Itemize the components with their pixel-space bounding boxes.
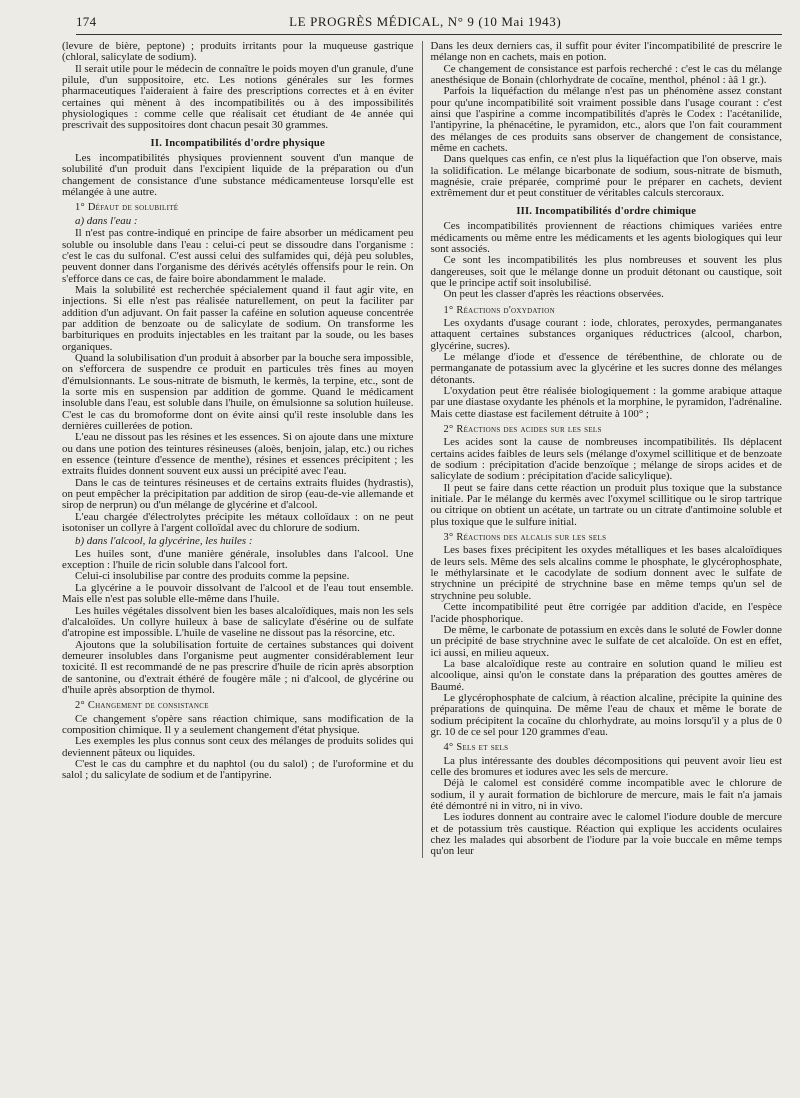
paragraph: Déjà le calomel est considéré comme incompatible avec le chlorure de sodium, il y aurait formation de bichlorure de mercure, mais le fait n'a jamais été démontré ni in vitro, ni in vivo. [430,777,782,812]
subsection-heading: 1° Défaut de solubilité [75,202,179,214]
right-column [422,41,783,858]
section-heading: III. Incompatibilités d'ordre chimique [516,205,697,217]
paragraph: Parfois la liquéfaction du mélange n'est pas un phénomène assez constant pour qu'une incompatibilité soit vraiment possible dans l'usage courant : c'est ainsi que l'aspirine a comme incompatibilités d'après le Codex : l'acétanilide, l'antipyrine, la phénacétine, le pyramidon, etc., alors que l'on fait couramment des mélanges de ces produits sans observer de changement de consistance, même en cachets. [430,85,782,155]
paragraph: Ajoutons que la solubilisation fortuite de certaines substances qui doivent demeurer insolubles dans l'organisme peut augmenter considérablement leur toxicité. Il est recommandé de ne pas prescrire d'huile de ricin après absorption de santonine, ou d'extrait éthéré de fougère mâle ; ni d'alcool, de glycérine ou d'huile après absorption de thymol. [62,638,414,696]
subsection-heading: 2° Réactions des acides sur les sels [443,424,602,435]
paragraph: Les incompatibilités physiques proviennent souvent d'un manque de solubilité d'un produit dans l'excipient liquide de la préparation ou d'un changement de consistance d'une substance médicamenteuse lorsqu'elle est mélangée à une autre. [62,152,414,199]
paragraph: Il serait utile pour le médecin de connaître le poids moyen d'un granule, d'une pilule, d'un suppositoire, etc. Les notions générales sur les formes pharmaceutiques l'aideraient à faire des prescriptions correctes et à en éviter certaines qui mènent à des incompatibilités ou à des impossibilités physiologiques : comme celle que réalisait cet étudiant de 4e année qui prescrivait des suppositoires dont chacun pesait 30 grammes. [62,62,414,132]
paragraph: Cette incompatibilité peut être corrigée par addition d'acide, en l'espèce l'acide phosphorique. [430,601,782,625]
journal-title: LE PROGRÈS MÉDICAL, N° 9 (10 Mai 1943) [289,14,562,29]
paragraph: Ce changement de consistance est parfois recherché : c'est le cas du mélange anesthésique de Bonain (chlorhydrate de cocaïne, menthol, phénol : àâ 1 gr.). [430,62,782,87]
paragraph: Les huiles sont, d'une manière générale, insolubles dans l'alcool. Une exception : l'huile de ricin soluble dans l'alcool fort. [62,547,414,572]
sub-subsection-heading: a) dans l'eau : [75,214,138,227]
page-header [62,14,782,30]
paragraph: Quand la solubilisation d'un produit à absorber par la bouche sera impossible, on s'efforcera de suspendre ce produit en particules très fines au moyen d'émulsionnants. Le sous-nitrate de bismuth, le kermès, la terpine, etc., sont de la sorte mis en suspension par addition de gomme. Quand le médicament insoluble dans l'eau, est soluble dans l'huile, on émulsionne sa solution huileuse. C'est le cas du bromoforme dont on évite ainsi qu'il reste insoluble dans les dernières cuillerées de potion. [62,351,414,432]
paragraph: Les exemples les plus connus sont ceux des mélanges de produits solides qui deviennent pâteux ou liquides. [62,735,414,759]
left-column [62,41,422,858]
paragraph: La plus intéressante des doubles décompositions qui peuvent avoir lieu est celle des bromures et iodures avec les sels de mercure. [430,754,782,778]
paragraph: Celui-ci insolubilise par contre des produits comme la pepsine. [75,570,350,583]
paragraph: Ces incompatibilités proviennent de réactions chimiques variées entre médicaments ou même entre les médicaments et les agents biologiques qui leur sont associés. [430,220,782,255]
section-heading: II. Incompatibilités d'ordre physique [150,137,325,149]
paragraph: Il n'est pas contre-indiqué en principe de faire absorber un médicament peu soluble ou insoluble dans l'eau : celui-ci peut se dissoudre dans l'organisme : c'est le cas du sulfonal. C'est aussi celui des sulfamides qui, déjà peu solubles, peuvent donner dans l'organisme des dérivés acétylés offensifs pour le rein. On s'efforce dans ce cas, de faire boire abondamment le malade. [62,227,414,285]
paragraph: (levure de bière, peptone) ; produits irritants pour la muqueuse gastrique (chloral, salicylate de sodium). [62,40,414,64]
paragraph: Les bases fixes précipitent les oxydes métalliques et les bases alcaloïdiques de leurs sels. Même des sels alcalins comme le phosphate, le glycérophosphate, le méthylarsinate et le cacodylate de sodium donnent avec le sulfate de strychnine un précipité de strychnine base en même temps qu'un sel de strychnine peu soluble. [430,544,782,602]
paragraph: Les huiles végétales dissolvent bien les bases alcaloïdiques, mais non les sels d'alcaloïdes. Un collyre huileux à base de salicylate d'ésérine ou de sulfate d'atropine est impossible. L'huile de vaseline ne dissout pas la résorcine, etc. [62,604,414,640]
paragraph: L'eau ne dissout pas les résines et les essences. Si on ajoute dans une mixture ou dans une potion des teintures résineuses (aloès, benjoin, jalap, etc.) ou riches en essence (teinture d'essence de menthe), résines et essences précipitent ; les extraits fluides donnent souvent eux aussi un précipité avec l'eau. [62,431,414,478]
sub-subsection-heading: b) dans l'alcool, la glycérine, les huiles : [75,535,253,548]
subsection-heading: 3° Réactions des alcalis sur les sels [443,532,607,544]
header-rule [76,34,782,35]
subsection-heading: 1° Réactions d'oxydation [443,304,555,316]
subsection-heading: 4° Sels et sels [443,742,509,754]
paragraph: Dans quelques cas enfin, ce n'est plus la liquéfaction que l'on observe, mais la solidification. Le mélange bicarbonate de sodium, sous-nitrate de bismuth, magnésie, craie préparée, comprimé pour le préparer en cachets, devient extrêmement dur et peut constituer de véritables calculs stercoraux. [430,153,782,200]
paragraph: Ce changement s'opère sans réaction chimique, sans modification de la composition chimique. Il y a seulement changement d'état physique. [62,712,414,736]
paragraph: L'oxydation peut être réalisée biologiquement : la gomme arabique attaque par une diastase oxydante les phénols et la morphine, le pyramidon, l'adrénaline. Mais cette diastase est facilement détruite à 100° ; [430,384,782,420]
paragraph: Mais la solubilité est recherchée spécialement quand il faut agir vite, en injections. Si elle n'est pas réalisée naturellement, on peut la faciliter par addition d'un adjuvant. On fait passer la caféine en solution aqueuse concentrée par addition de benzoate ou de salicylate de sodium. On transforme les barbituriques en produits injectables en les traitant par la soude, ou les bases organiques. [62,283,414,353]
paragraph: L'eau chargée d'électrolytes précipite les métaux colloïdaux : on ne peut isotoniser un collyre à l'argent colloïdal avec du chlorure de sodium. [62,510,414,535]
paragraph: Les oxydants d'usage courant : iode, chlorates, peroxydes, permanganates attaquent certaines substances organiques réductrices (alcool, charbon, glycérine, sucres). [430,316,782,352]
paragraph: Dans le cas de teintures résineuses et de certains extraits fluides (hydrastis), on peut empêcher la précipitation par addition de sirop (eau-de-vie allemande et sirop de nerprun) ou d'un mélange de glycérine et d'alcool. [62,476,414,512]
subsection-heading: 2° Changement de consistance [75,700,209,712]
paragraph: La base alcaloïdique reste au contraire en solution quand le milieu est alcoolique, ainsi qu'on le constate dans la préparation des gouttes amères de Baumé. [430,657,782,693]
paragraph: Dans les deux derniers cas, il suffit pour éviter l'incompatibilité de prescrire le mélange non en cachets, mais en potion. [430,40,782,64]
paragraph: Les iodures donnent au contraire avec le calomel l'iodure double de mercure et de potassium très caustique. Réaction qui explique les accidents oculaires chez les malades qui absorbent de l'iodure par la voie buccale en même temps qu'on leur [430,811,782,858]
paragraph: Les acides sont la cause de nombreuses incompatibilités. Ils déplacent certains acides faibles de leurs sels (mélange d'oxymel scillitique et de benzoate de sodium : précipitation d'acide benzoïque ; mélange de sirops acides et de salicylate de sodium : précipitation d'acide salicylique). [430,436,782,483]
paragraph: Il peut se faire dans cette réaction un produit plus toxique que la substance initiale. Par le mélange du kermès avec l'oxymel scillitique ou le sirop tartrique ou citrique on obtient un acétate, un tartrate ou un citrate d'antimoine soluble et plus toxique que le sulfure initial. [430,481,782,528]
paragraph: Le mélange d'iode et d'essence de térébenthine, de chlorate ou de permanganate de potassium avec la glycérine et les sucres donne des mélanges détonants. [430,350,782,386]
paragraph: Le glycérophosphate de calcium, à réaction alcaline, précipite la quinine des préparations de quinquina. De même l'eau de chaux et même le borate de sodium précipitent la cocaïne du chlorhydrate, au moins lorsqu'il y a plus de 0 gr. 10 de ce sel pour 120 grammes d'eau. [430,691,782,738]
paragraph: On peut les classer d'après les réactions observées. [443,288,664,301]
paragraph: De même, le carbonate de potassium en excès dans le soluté de Fowler donne un précipité de base strychnine avec le sulfate de cet alcaloïde. On est en effet, ici aussi, en milieu aqueux. [430,623,782,659]
paragraph: C'est le cas du camphre et du naphtol (ou du salol) ; de l'uroformine et du salol ; du salicylate de sodium et de l'antipyrine. [62,757,414,782]
page-number: 174 [76,14,97,29]
text-columns [62,41,782,858]
paragraph: Ce sont les incompatibilités les plus nombreuses et souvent les plus dangereuses, soit que le mélange donne un produit détonant ou caustique, soit que le principe actif soit insolubilisé. [430,254,782,289]
paragraph: La glycérine a le pouvoir dissolvant de l'alcool et de l'eau tout ensemble. Mais elle n'est pas soluble elle-même dans l'huile. [62,581,414,606]
